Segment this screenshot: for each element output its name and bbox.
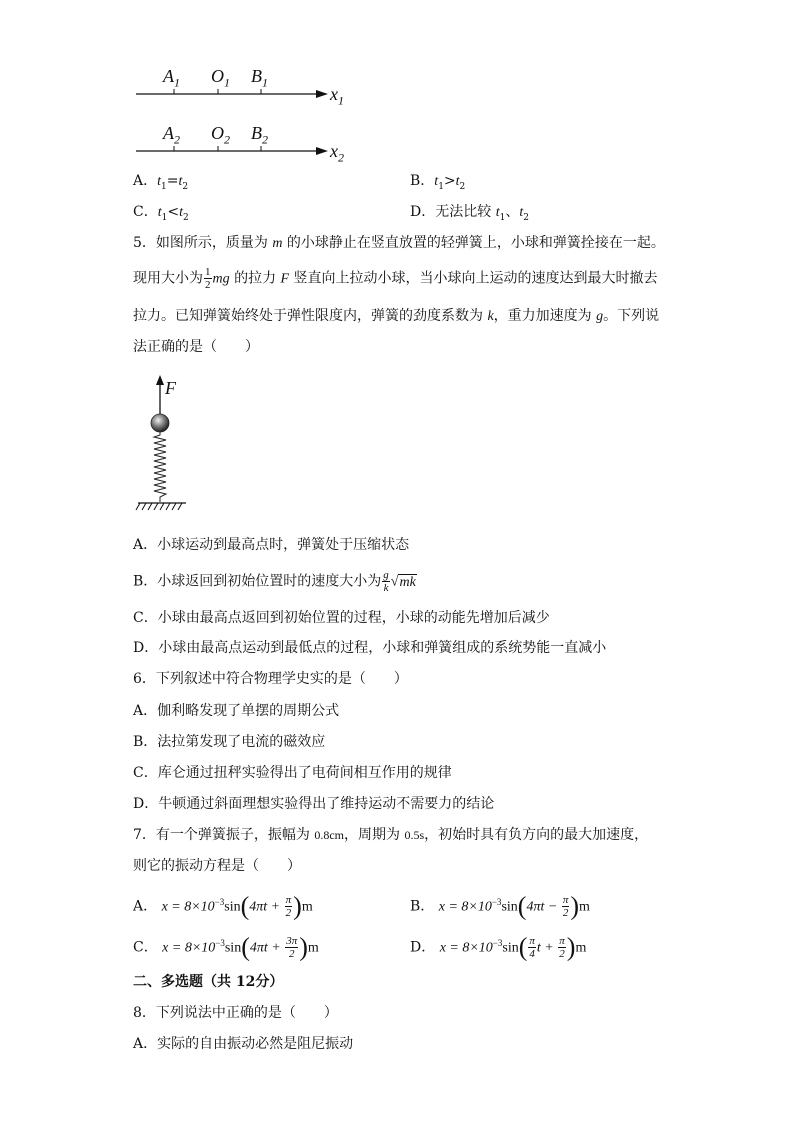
fraction-g-over-k: $\frac{g}{k}$ xyxy=(383,569,389,594)
label-o2: $O_2$ xyxy=(211,123,230,147)
q5-line-4: 法正确的是（ ） xyxy=(133,339,259,355)
q7-option-a: A． $x = 8\times 10^{-3}\sin(4\pi t$ + $\frac{\pi}{2}$ )m xyxy=(133,891,313,921)
ball xyxy=(151,414,169,432)
q4-option-b: B．$t_1>t_2$ xyxy=(410,173,466,192)
q6-option-c: C．库仑通过扭秤实验得出了电荷间相互作用的规律 xyxy=(133,765,452,781)
q7-option-c: C． $x = 8\times 10^{-3}\sin(4\pi t$ + $\frac{3\pi}{2}$ )m xyxy=(133,932,319,962)
sqrt-symbol: √ xyxy=(390,574,399,590)
q5-line-1: 5．如图所示，质量为 m 的小球静止在竖直放置的轻弹簧上，小球和弹簧拴接在一起。 xyxy=(133,235,665,251)
q6-option-b: B．法拉第发现了电流的磁效应 xyxy=(133,734,326,750)
q6-option-a: A．伽利略发现了单摆的周期公式 xyxy=(133,703,340,719)
q8-stem: 8．下列说法中正确的是（ ） xyxy=(133,1005,338,1021)
q5-option-a: A．小球运动到最高点时，弹簧处于压缩状态 xyxy=(133,537,410,553)
label-b2: $B_2$ xyxy=(251,123,268,147)
label-x2: $x_2$ xyxy=(330,141,344,165)
q5-option-b: B．小球返回到初始位置时的速度大小为 $\frac{g}{k}$ √mk xyxy=(133,569,416,594)
q5-option-d: D．小球由最高点运动到最低点的过程，小球和弹簧组成的系统势能一直减小 xyxy=(133,640,607,656)
force-label: F xyxy=(165,378,176,398)
q4-option-c: C．$t_1<t_2$ xyxy=(133,204,189,223)
q5-line-3: 拉力。已知弹簧始终处于弹性限度内，弹簧的劲度系数为 k，重力加速度为 g。下列说 xyxy=(133,308,660,324)
fraction-half: $\frac{1}{2}$ xyxy=(205,266,211,291)
q8-option-a: A．实际的自由振动必然是阻尼振动 xyxy=(133,1036,354,1052)
section-2-title: 二、多选题（共 12分） xyxy=(133,974,284,990)
q7-line-1: 7．有一个弹簧振子，振幅为 0.8cm，周期为 0.5s，初始时具有负方向的最大加速度， xyxy=(133,827,649,843)
q6-option-d: D．牛顿通过斜面理想实验得出了维持运动不需要力的结论 xyxy=(133,796,495,812)
spring xyxy=(154,432,166,502)
q7-option-b: B． $x = 8\times 10^{-3}\sin(4\pi t$ − $\frac{\pi}{2}$ )m xyxy=(410,891,590,921)
q6-stem: 6．下列叙述中符合物理学史实的是（ ） xyxy=(133,671,408,687)
q7-line-2: 则它的振动方程是（ ） xyxy=(133,858,301,874)
q5-line-2: 现用大小为 $\frac{1}{2}$ mg 的拉力 F 竖直向上拉动小球，当小球向上运动的速度达到最大时撤去 xyxy=(133,266,658,291)
q4-option-d: D．无法比较 $t_1$、$t_2$ xyxy=(410,204,529,223)
q5-option-c: C．小球由最高点返回到初始位置的过程，小球的动能先增加后减少 xyxy=(133,610,550,626)
label-o1: $O_1$ xyxy=(211,66,230,90)
label-a2: $A_2$ xyxy=(163,123,180,147)
label-x1: $x_1$ xyxy=(330,84,344,108)
q4-option-a: A．$t_1=t_2$ xyxy=(133,173,189,192)
ground-hatch xyxy=(136,503,186,510)
label-a1: $A_1$ xyxy=(163,66,180,90)
q7-option-d: D． $x = 8\times 10^{-3}\sin$( $\frac{\pi}{4}$ t + $\frac{\pi}{2}$ )m xyxy=(410,932,587,962)
label-b1: $B_1$ xyxy=(251,66,268,90)
